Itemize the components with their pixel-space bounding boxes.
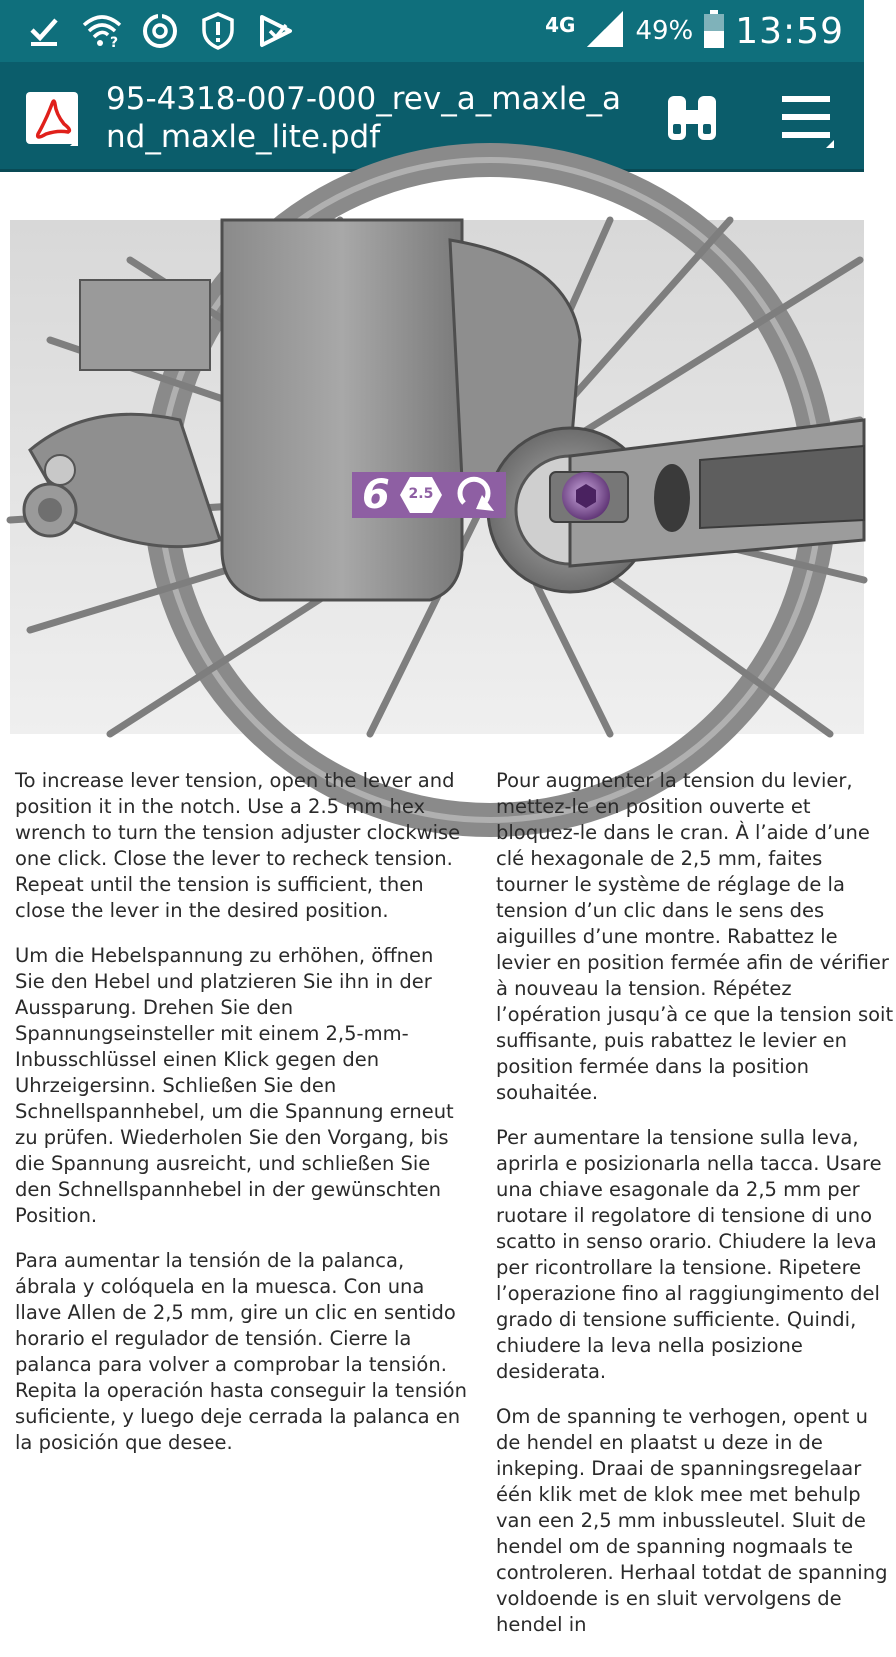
paragraph-english: To increase lever tension, open the lever and position it in the notch. Use a 2.5 mm hex wrench to turn the tension adjuster clockwise one click. Close the lever to recheck tension. Repeat until the tension is sufficient, then close the lever in the desired position. <box>15 769 461 922</box>
paragraph-dutch: Om de spanning te verhogen, opent u de hendel en plaatst u deze in de inkeping. Draai de spanningsregelaar één klik met de klok mee met behulp van een 2,5 mm inbussleutel. Sluit de hendel om de spanning nogmaals te controleren. Herhaal totdat de spanning voldoende is en sluit vervolgens de hendel in <box>496 1405 888 1636</box>
file-name: 95-4318-007-000_rev_a_maxle_and_maxle_lite.pdf <box>106 81 621 155</box>
hex-wrench-icon <box>399 475 443 515</box>
hex-size-label: 2.5 <box>408 486 434 502</box>
shield-alert-icon <box>196 9 240 53</box>
data-saver-icon <box>138 9 182 53</box>
status-bar <box>0 0 864 62</box>
status-notification-icons <box>22 8 298 54</box>
status-system-icons <box>545 0 844 62</box>
battery-icon <box>703 9 725 53</box>
network-type: 4G <box>545 13 576 37</box>
torque-value: 6 <box>362 472 390 518</box>
paragraph-spanish: Para aumentar la tensión de la palanca, ábrala y colóquela en la muesca. Con una llave Allen de 2,5 mm, gire un clic en sentido horario el regulador de tensión. Cierre la palanca para volver a comprobar la tensión. Repita la operación hasta conseguir la tensión suficiente, y luego deje cerrada la palanca en la posición que desee. <box>15 1249 467 1454</box>
text-column-left <box>15 768 467 1475</box>
clock: 13:59 <box>735 10 844 52</box>
download-done-icon <box>22 9 66 53</box>
torque-spec-badge <box>352 472 506 518</box>
wifi-question-icon <box>80 9 124 53</box>
rotate-clockwise-icon <box>452 471 496 519</box>
paragraph-italian: Per aumentare la tensione sulla leva, aprirla e posizionarla nella tacca. Usare una chiave esagonale da 2,5 mm per ruotare il regolatore di tensione di uno scatto in senso orario. Chiudere la leva per ricontrollare la tensione. Ripetere l’operazione fino al raggiungimento del grado di tensione sufficiente. Quindi, chiudere la leva nella posizione desiderata. <box>496 1126 882 1383</box>
play-store-icon <box>254 9 298 53</box>
signal-icon <box>585 9 625 53</box>
menu-icon[interactable] <box>778 90 838 150</box>
pdf-page[interactable] <box>0 172 894 1636</box>
paragraph-french: Pour augmenter la tension du levier, mettez-le en position ouverte et bloquez-le dans le cran. À l’aide d’une clé hexagonale de 2,5 mm, faites tourner le système de réglage de la tension d’un clic dans le sens des aiguilles d’une montre. Rabattez le levier en position fermée afin de vérifier à nouveau la tension. Répétez l’opération jusqu’à ce que la tension soit suffisante, puis rabattez le levier en position fermée dans la position souhaitée. <box>496 769 894 1104</box>
battery-percent: 49% <box>635 16 694 46</box>
paragraph-german: Um die Hebelspannung zu erhöhen, öffnen Sie den Hebel und platzieren Sie ihn in der Aussparung. Drehen Sie den Spannungseinsteller mit einem 2,5-mm-Inbusschlüssel einen Klick gegen den Uhrzeigersinn. Schließen Sie den Schnellspannhebel, um die Spannung erneut zu prüfen. Wiederholen Sie den Vorgang, bis die Spannung ausreicht, und schließen Sie den Schnellspannhebel in der gewünschten Position. <box>15 944 454 1227</box>
svg-text:?: ? <box>110 35 119 51</box>
text-column-right <box>496 768 896 1657</box>
pdf-icon <box>24 90 84 150</box>
binoculars-icon[interactable] <box>662 88 722 148</box>
